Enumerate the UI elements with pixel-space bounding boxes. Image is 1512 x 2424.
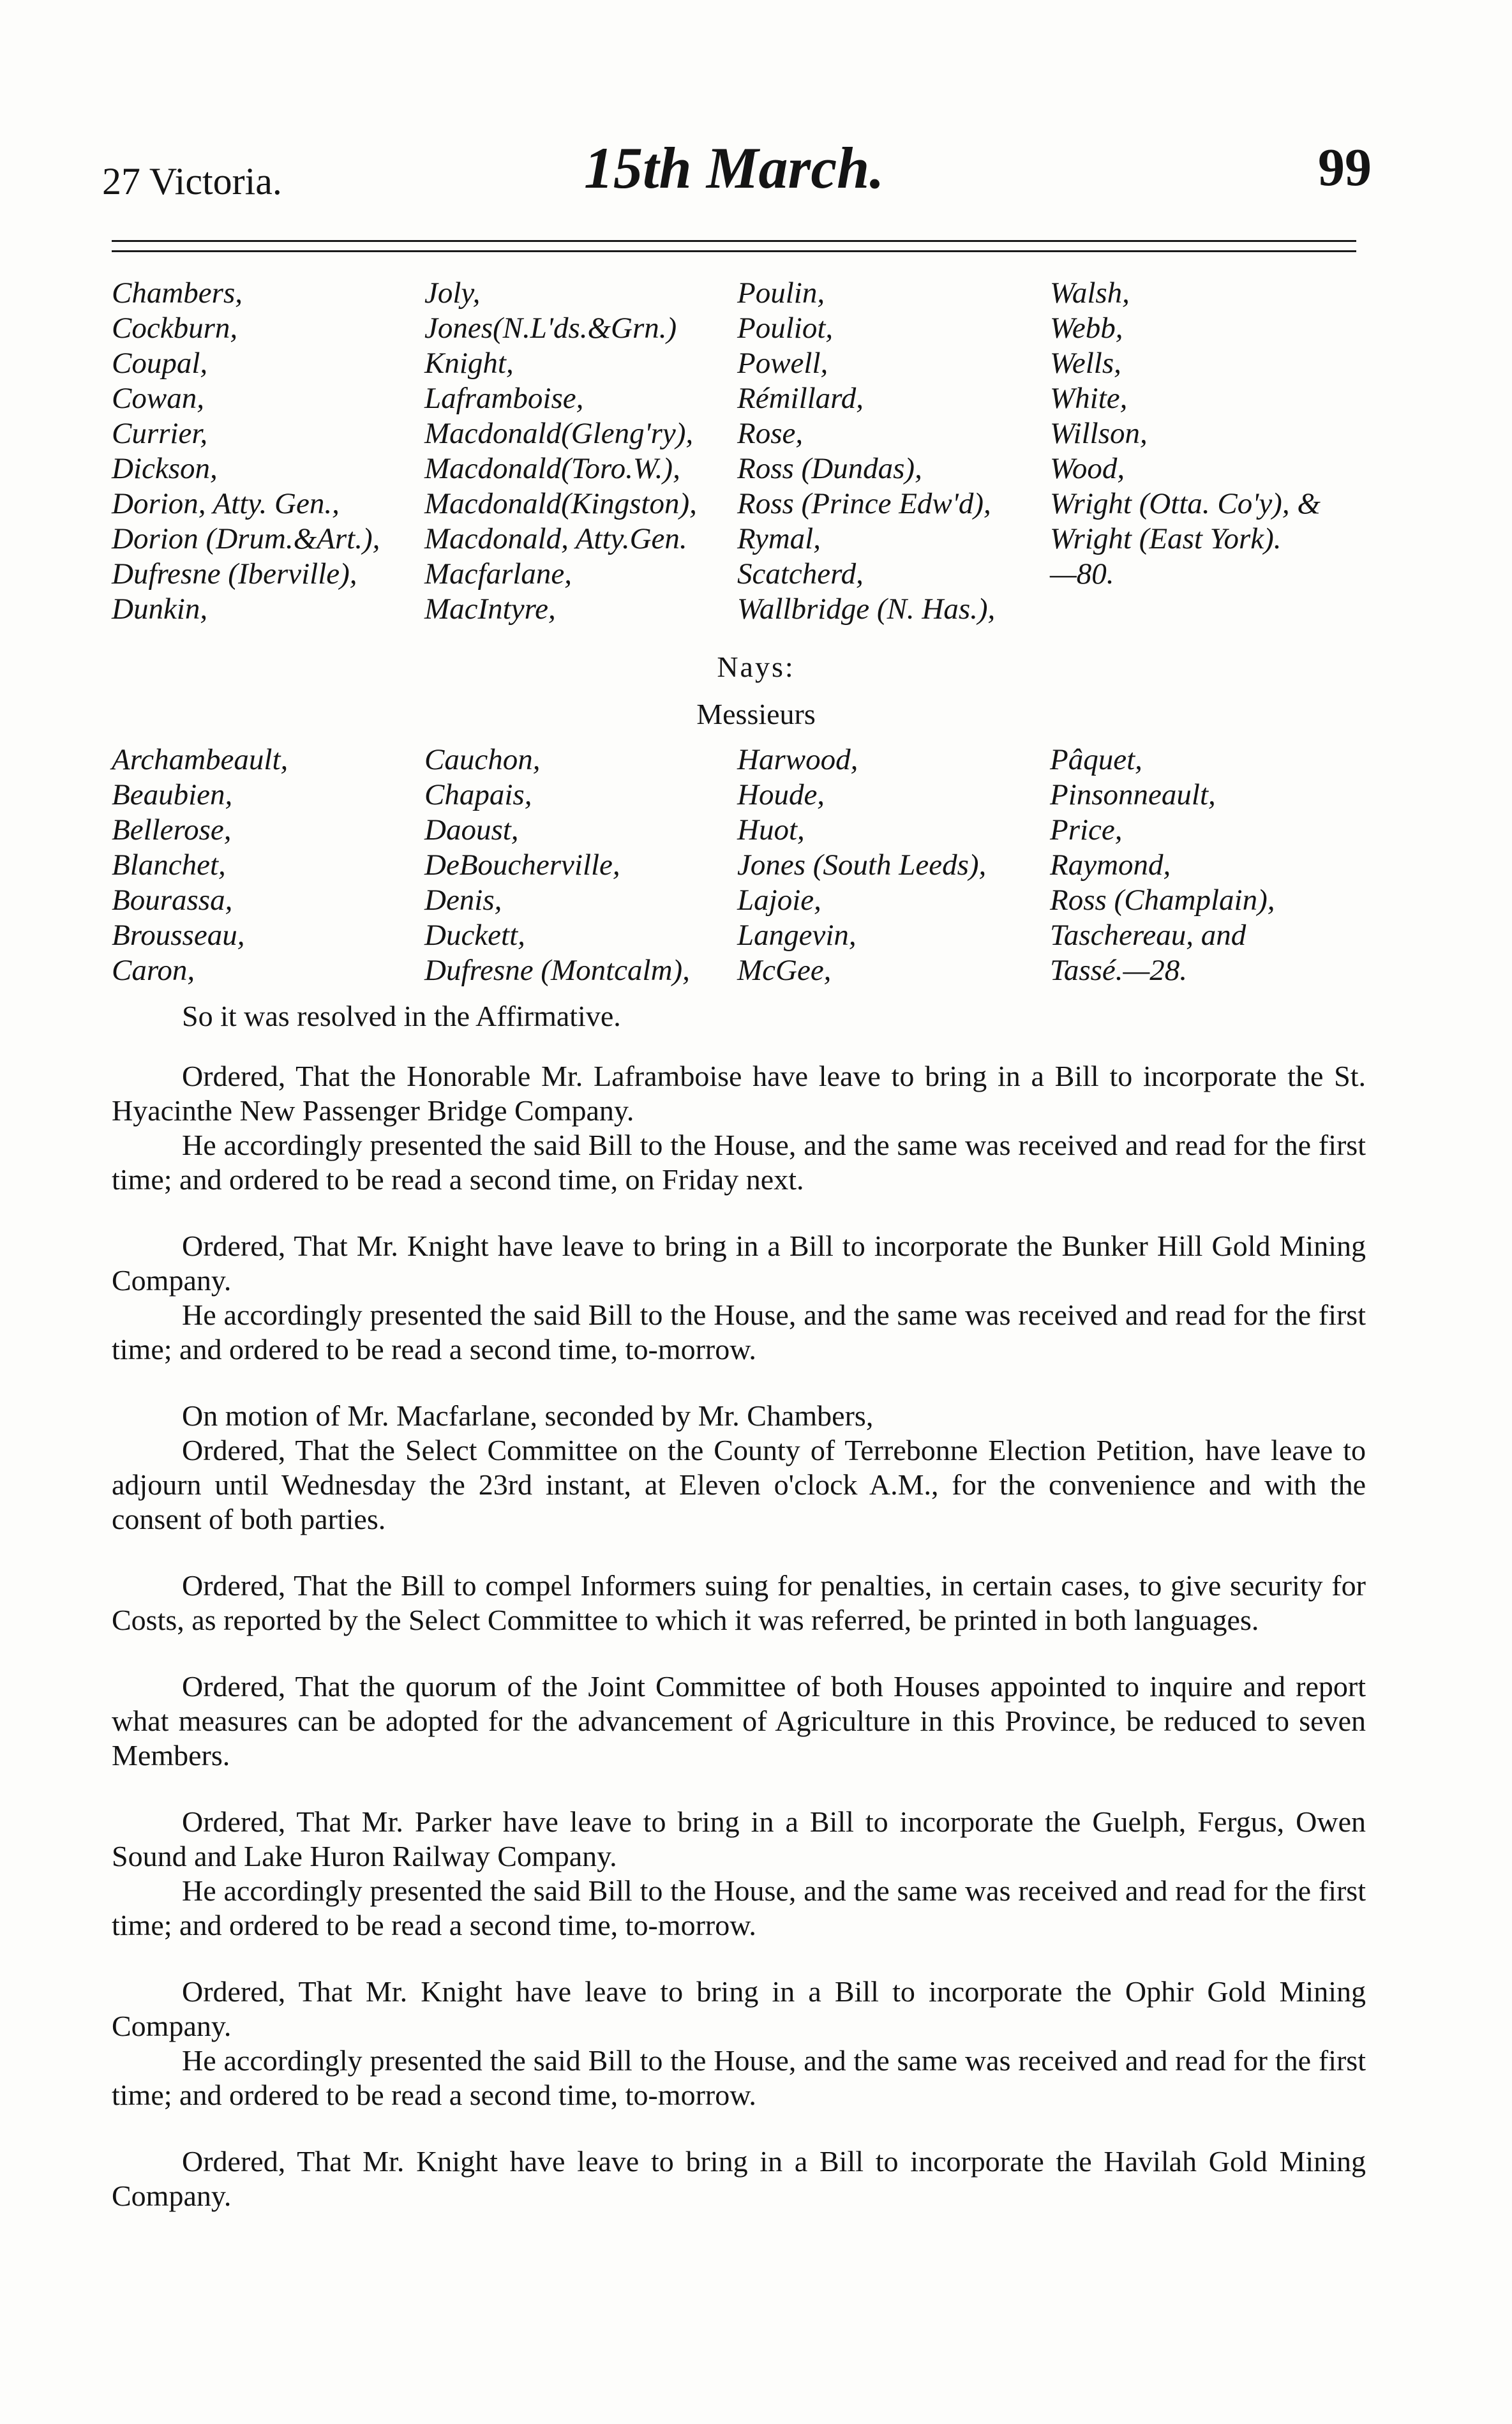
proceedings-paragraph: Ordered, That Mr. Knight have leave to bring in a Bill to incorporate the Ophir Gold Mining Company.: [112, 1975, 1366, 2042]
nays-member-name: Ross (Champlain),: [1050, 884, 1275, 917]
page-header: [0, 134, 1512, 211]
nays-row: [112, 883, 1388, 918]
yeas-member-name: White,: [1050, 382, 1128, 415]
yeas-row: [112, 381, 1388, 416]
yeas-row: [112, 592, 1388, 627]
nays-row: [112, 778, 1388, 813]
yeas-member-name: Macdonald(Toro.W.),: [424, 452, 680, 485]
nays-member-name: Lajoie,: [737, 884, 821, 917]
resolution-line: So it was resolved in the Affirmative.: [182, 1000, 621, 1032]
nays-member-name: Tassé.—28.: [1050, 954, 1188, 987]
paragraph-spacer: [112, 1197, 1366, 1229]
regnal-year: 27 Victoria.: [102, 160, 282, 202]
yeas-member-name: Wallbridge (N. Has.),: [737, 592, 996, 626]
paragraph-spacer: [112, 1943, 1366, 1975]
yeas-row: [112, 557, 1388, 592]
nays-member-name: Taschereau, and: [1050, 919, 1246, 952]
yeas-member-name: Laframboise,: [424, 382, 584, 415]
yeas-row: [112, 451, 1388, 486]
yeas-member-name: Wright (East York).: [1050, 522, 1282, 555]
nays-member-name: Harwood,: [737, 743, 858, 776]
nays-list: [112, 742, 1388, 988]
yeas-member-name: Rose,: [737, 417, 804, 450]
paragraph-spacer: [112, 2112, 1366, 2144]
nays-member-name: Daoust,: [424, 813, 519, 847]
yeas-member-name: —80.: [1050, 557, 1114, 591]
yeas-list: [112, 276, 1388, 627]
proceedings-paragraph: Ordered, That Mr. Knight have leave to bring in a Bill to incorporate the Havilah Gold Mining Company.: [112, 2145, 1366, 2212]
nays-member-name: Caron,: [112, 954, 195, 987]
yeas-member-name: Joly,: [424, 276, 481, 310]
yeas-member-name: Coupal,: [112, 347, 208, 380]
yeas-member-name: Currier,: [112, 417, 208, 450]
yeas-member-name: Wood,: [1050, 452, 1125, 485]
yeas-member-name: Ross (Dundas),: [737, 452, 922, 485]
page-number: 99: [1318, 138, 1372, 197]
yeas-member-name: Dufresne (Iberville),: [112, 557, 357, 591]
yeas-member-name: Willson,: [1050, 417, 1148, 450]
nays-member-name: Langevin,: [737, 919, 857, 952]
yeas-member-name: Dorion (Drum.&Art.),: [112, 522, 380, 555]
yeas-member-name: Knight,: [424, 347, 514, 380]
yeas-member-name: Rémillard,: [737, 382, 864, 415]
yeas-row: [112, 416, 1388, 451]
proceedings-paragraph: He accordingly presented the said Bill to the House, and the same was received and read for the first time; and ordered to be read a second time, to-morrow.: [112, 1874, 1366, 1941]
yeas-member-name: Powell,: [737, 347, 828, 380]
paragraph-spacer: [112, 1637, 1366, 1669]
yeas-row: [112, 276, 1388, 311]
yeas-member-name: Poulin,: [737, 276, 825, 310]
proceedings-paragraph: Ordered, That the Select Committee on the County of Terrebonne Election Petition, have leave to adjourn until Wednesday the 23rd instant, at Eleven o'clock A.M., for the convenience and with the consent of both parties.: [112, 1434, 1366, 1535]
proceedings-paragraph: Ordered, That the Bill to compel Informers suing for penalties, in certain cases, to give security for Costs, as reported by the Select Committee to which it was referred, be printed in both languages.: [112, 1569, 1366, 1636]
nays-member-name: Houde,: [737, 778, 825, 811]
yeas-row: [112, 486, 1388, 522]
paragraph-spacer: [112, 1367, 1366, 1399]
nays-member-name: Price,: [1050, 813, 1123, 847]
nays-member-name: McGee,: [737, 954, 832, 987]
nays-member-name: Bourassa,: [112, 884, 233, 917]
proceedings-paragraph: Ordered, That the quorum of the Joint Committee of both Houses appointed to inquire and report what measures can be adopted for the advancement of Agriculture in this Province, be reduced to seven Members.: [112, 1670, 1366, 1772]
yeas-member-name: Jones(N.L'ds.&Grn.): [424, 312, 677, 345]
nays-member-name: Blanchet,: [112, 848, 226, 882]
nays-member-name: Cauchon,: [424, 743, 541, 776]
nays-row: [112, 953, 1388, 988]
proceedings-paragraph: Ordered, That Mr. Knight have leave to bring in a Bill to incorporate the Bunker Hill Gold Mining Company.: [112, 1230, 1366, 1297]
proceedings-paragraph: He accordingly presented the said Bill to the House, and the same was received and read for the first time; and ordered to be read a second time, to-morrow.: [112, 2044, 1366, 2111]
paragraph-spacer: [112, 1537, 1366, 1569]
yeas-member-name: Macfarlane,: [424, 557, 573, 591]
messieurs-heading: Messieurs: [696, 698, 816, 730]
nays-row: [112, 848, 1388, 883]
yeas-member-name: Dunkin,: [112, 592, 208, 626]
nays-member-name: Huot,: [737, 813, 805, 847]
yeas-member-name: MacIntyre,: [424, 592, 556, 626]
nays-member-name: Jones (South Leeds),: [737, 848, 987, 882]
proceedings-paragraph: On motion of Mr. Macfarlane, seconded by Mr. Chambers,: [182, 1399, 874, 1432]
yeas-member-name: Ross (Prince Edw'd),: [737, 487, 991, 520]
yeas-row: [112, 346, 1388, 381]
proceedings-text: [112, 999, 1366, 2213]
nays-member-name: Pinsonneault,: [1050, 778, 1216, 811]
nays-member-name: Dufresne (Montcalm),: [424, 954, 690, 987]
nays-member-name: Chapais,: [424, 778, 532, 811]
proceedings-paragraph: He accordingly presented the said Bill to the House, and the same was received and read for the first time; and ordered to be read a second time, to-morrow.: [112, 1299, 1366, 1366]
yeas-row: [112, 311, 1388, 346]
yeas-member-name: Dickson,: [112, 452, 218, 485]
nays-member-name: DeBoucherville,: [424, 848, 620, 882]
nays-row: [112, 918, 1388, 953]
yeas-member-name: Wells,: [1050, 347, 1121, 380]
yeas-member-name: Pouliot,: [737, 312, 834, 345]
yeas-member-name: Dorion, Atty. Gen.,: [112, 487, 340, 520]
proceedings-paragraph: Ordered, That Mr. Parker have leave to bring in a Bill to incorporate the Guelph, Fergus, Owen Sound and Lake Huron Railway Company.: [112, 1805, 1366, 1872]
proceedings-paragraph: Ordered, That the Honorable Mr. Laframboise have leave to bring in a Bill to incorporate the St. Hyacinthe New Passenger Bridge Company.: [112, 1060, 1366, 1127]
nays-member-name: Brousseau,: [112, 919, 245, 952]
yeas-member-name: Rymal,: [737, 522, 821, 555]
header-rule: [112, 240, 1356, 242]
yeas-row: [112, 522, 1388, 557]
nays-member-name: Bellerose,: [112, 813, 232, 847]
yeas-member-name: Wright (Otta. Co'y), &: [1050, 487, 1321, 520]
yeas-member-name: Walsh,: [1050, 276, 1130, 310]
yeas-member-name: Macdonald(Gleng'ry),: [424, 417, 694, 450]
nays-heading: Nays:: [717, 651, 795, 683]
nays-member-name: Raymond,: [1050, 848, 1171, 882]
yeas-member-name: [1050, 592, 1382, 627]
nays-member-name: Duckett,: [424, 919, 525, 952]
yeas-member-name: Chambers,: [112, 276, 243, 310]
yeas-member-name: Cowan,: [112, 382, 204, 415]
yeas-member-name: Macdonald(Kingston),: [424, 487, 697, 520]
yeas-member-name: Webb,: [1050, 312, 1123, 345]
nays-member-name: Archambeault,: [112, 743, 288, 776]
proceedings-paragraph: He accordingly presented the said Bill to the House, and the same was received and read for the first time; and ordered to be read a second time, on Friday next.: [112, 1129, 1366, 1196]
nays-row: [112, 742, 1388, 778]
yeas-member-name: Scatcherd,: [737, 557, 864, 591]
header-rule: [112, 250, 1356, 252]
nays-member-name: Denis,: [424, 884, 502, 917]
yeas-member-name: Cockburn,: [112, 312, 238, 345]
yeas-member-name: Macdonald, Atty.Gen.: [424, 522, 687, 555]
date-heading: 15th March.: [584, 135, 885, 200]
nays-member-name: Pâquet,: [1050, 743, 1142, 776]
paragraph-spacer: [112, 1773, 1366, 1805]
nays-member-name: Beaubien,: [112, 778, 233, 811]
nays-row: [112, 813, 1388, 848]
